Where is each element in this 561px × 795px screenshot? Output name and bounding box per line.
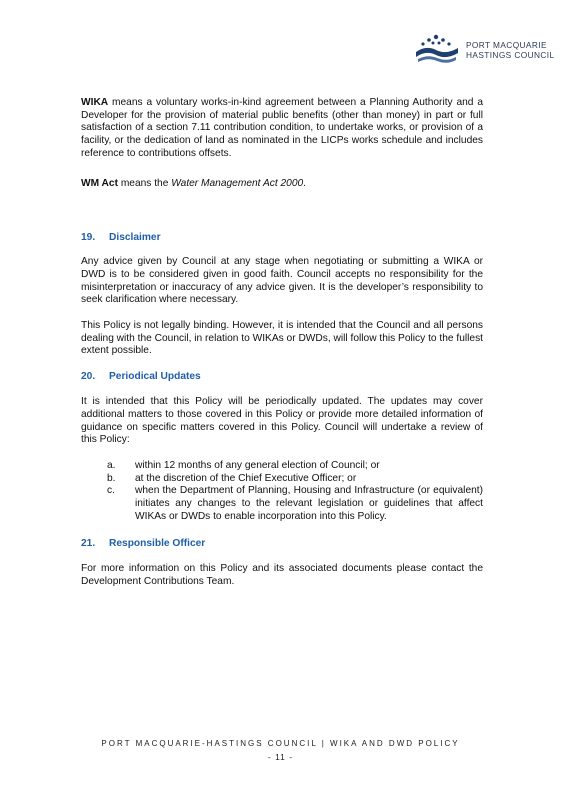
wm-act-term: WM Act [81,177,118,189]
wm-act-text-before: means the [117,177,172,189]
section-20-heading [81,370,483,383]
list-marker: b. [107,472,116,484]
review-conditions-list [81,460,483,524]
wm-act-definition [81,178,483,191]
section-20-paragraph-1: It is intended that this Policy will be periodically updated. The updates may cover additional matters to those covered in this Policy or provide more detailed information of guidance on specific matters covered in this Policy. Council will undertake a review of this Policy: [81,396,483,446]
section-21-heading [81,537,483,550]
logo-line-2: HASTINGS COUNCIL [466,50,555,60]
section-19-paragraph-1: Any advice given by Council at any stage when negotiating or submitting a WIKA or DWD is to be considered given in good faith. Council accepts no responsibility for the misinterpretation or inaccuracy of any advice given. It is the developer’s responsibility to seek clarification where necessary. [81,256,483,306]
section-21-title: Responsible Officer [109,538,206,550]
council-logo-icon [412,32,462,66]
section-19-number: 19. [81,232,96,244]
list-marker: c. [107,485,115,497]
section-20-number: 20. [81,371,96,383]
section-19-paragraph-2: This Policy is not legally binding. However, it is intended that the Council and all persons dealing with the Council, in relation to WIKAs or DWDs, will follow this Policy to the fullest extent possible. [81,320,483,357]
section-21-paragraph-1: For more information on this Policy and its associated documents please contact the Development Contributions Team. [81,563,483,588]
wm-act-title: Water Management Act 2000 [171,177,304,189]
logo-line-1: PORT MACQUARIE [466,40,547,50]
page-number: - 11 - [267,752,294,762]
council-logo [412,30,555,70]
wm-act-text-after: . [303,177,307,189]
list-item [81,485,483,523]
section-19-title: Disclaimer [109,232,161,244]
section-20-title: Periodical Updates [109,371,201,383]
page-footer: PORT MACQUARIE-HASTINGS COUNCIL | WIKA AND DWD POLICY [101,739,460,748]
list-item-text: within 12 months of any general election of Council; or [135,459,380,471]
section-19-heading [81,231,483,244]
policy-content [81,97,483,589]
list-marker: a. [107,459,116,471]
list-item [81,460,483,473]
list-item [81,473,483,486]
section-21-number: 21. [81,538,96,550]
wika-definition-text: means a voluntary works-in-kind agreement between a Planning Authority and a Developer for the provision of material public benefits (other than money) in part or full satisfaction of a section 7.11 contribution condition, to undertake works, or provision of a facility, or the dedication of land as nominated in the LICPs works schedule and includes reference to contributions offsets. [81,97,483,159]
wika-definition [81,97,483,161]
wika-term: WIKA [81,97,109,108]
list-item-text: when the Department of Planning, Housing and Infrastructure (or equivalent) initiates any changes to the relevant legislation or guidelines that affect WIKAs or DWDs to enable incorporation into this Policy. [135,485,483,522]
list-item-text: at the discretion of the Chief Executive Officer; or [135,472,357,484]
